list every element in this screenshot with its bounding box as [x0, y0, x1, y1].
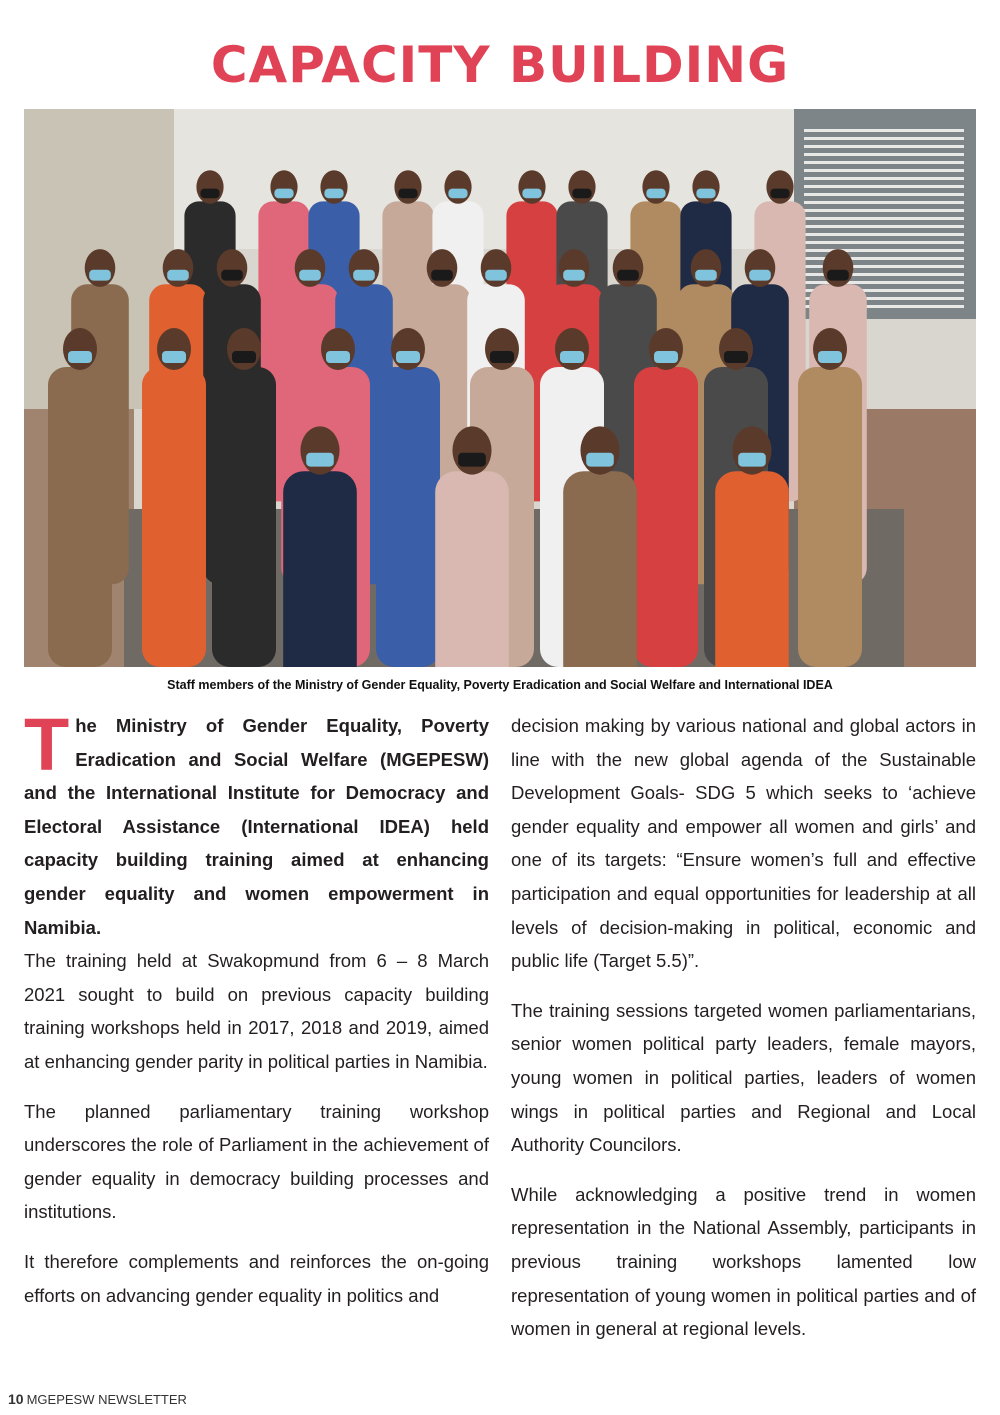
paragraph: It therefore complements and reinforces the on-going efforts on advancing gender equality in politics and: [24, 1250, 489, 1306]
publication-name: MGEPESW NEWSLETTER: [26, 1392, 187, 1407]
drop-cap: T: [24, 703, 70, 786]
photo-person: [798, 328, 862, 667]
lead-text: he Ministry of Gender Equality, Poverty Eradication and Social Welfare (MGEPESW) and the International Institute for Democracy and Electoral Assistance (International IDEA) held capacity building training aimed at enhancing gender equality and women empowerment in Namibia.: [24, 715, 489, 938]
group-photo: [24, 109, 976, 667]
paragraph: The training held at Swakopmund from 6 – 8 March 2021 sought to build on previous capacity building training workshops held in 2017, 2018 and 2019, aimed at enhancing gender parity in political parties in Namibia.: [24, 950, 489, 1072]
photo-person: [634, 328, 698, 667]
photo-person: [212, 328, 276, 667]
page-footer: [8, 1391, 187, 1407]
paragraph: While acknowledging a positive trend in women representation in the National Assembly, participants in previous training workshops lamented low representation of young women in political parties and of women in general at regional levels.: [511, 1183, 976, 1340]
paragraph: The training sessions targeted women parliamentarians, senior women political party leaders, female mayors, young women in political parties, leaders of women wings in political parties and Regional and Local Authority Councilors.: [511, 999, 976, 1156]
photo-person: [48, 328, 112, 667]
paragraph: The planned parliamentary training workshop underscores the role of Parliament in the achievement of gender equality in democracy building processes and institutions.: [24, 1100, 489, 1223]
photo-caption: Staff members of the Ministry of Gender Equality, Poverty Eradication and Social Welfare and International IDEA: [167, 678, 833, 692]
article-column-right: [511, 709, 976, 1362]
photo-person: [142, 328, 206, 667]
page-number: 10: [8, 1391, 24, 1407]
article-column-left: [24, 703, 489, 1328]
paragraph: decision making by various national and global actors in line with the new global agenda of the Sustainable Development Goals- SDG 5 which seeks to ‘achieve gender equality and empower all women and girls’ and one of its targets: “Ensure women’s full and effective participation and equal opportunities for leadership at all levels of decision-making in political, economic and public life (Target 5.5)”.: [511, 715, 976, 972]
photo-person: [376, 328, 440, 667]
lead-paragraph: [24, 703, 489, 944]
page-title: CAPACITY BUILDING: [210, 36, 790, 94]
